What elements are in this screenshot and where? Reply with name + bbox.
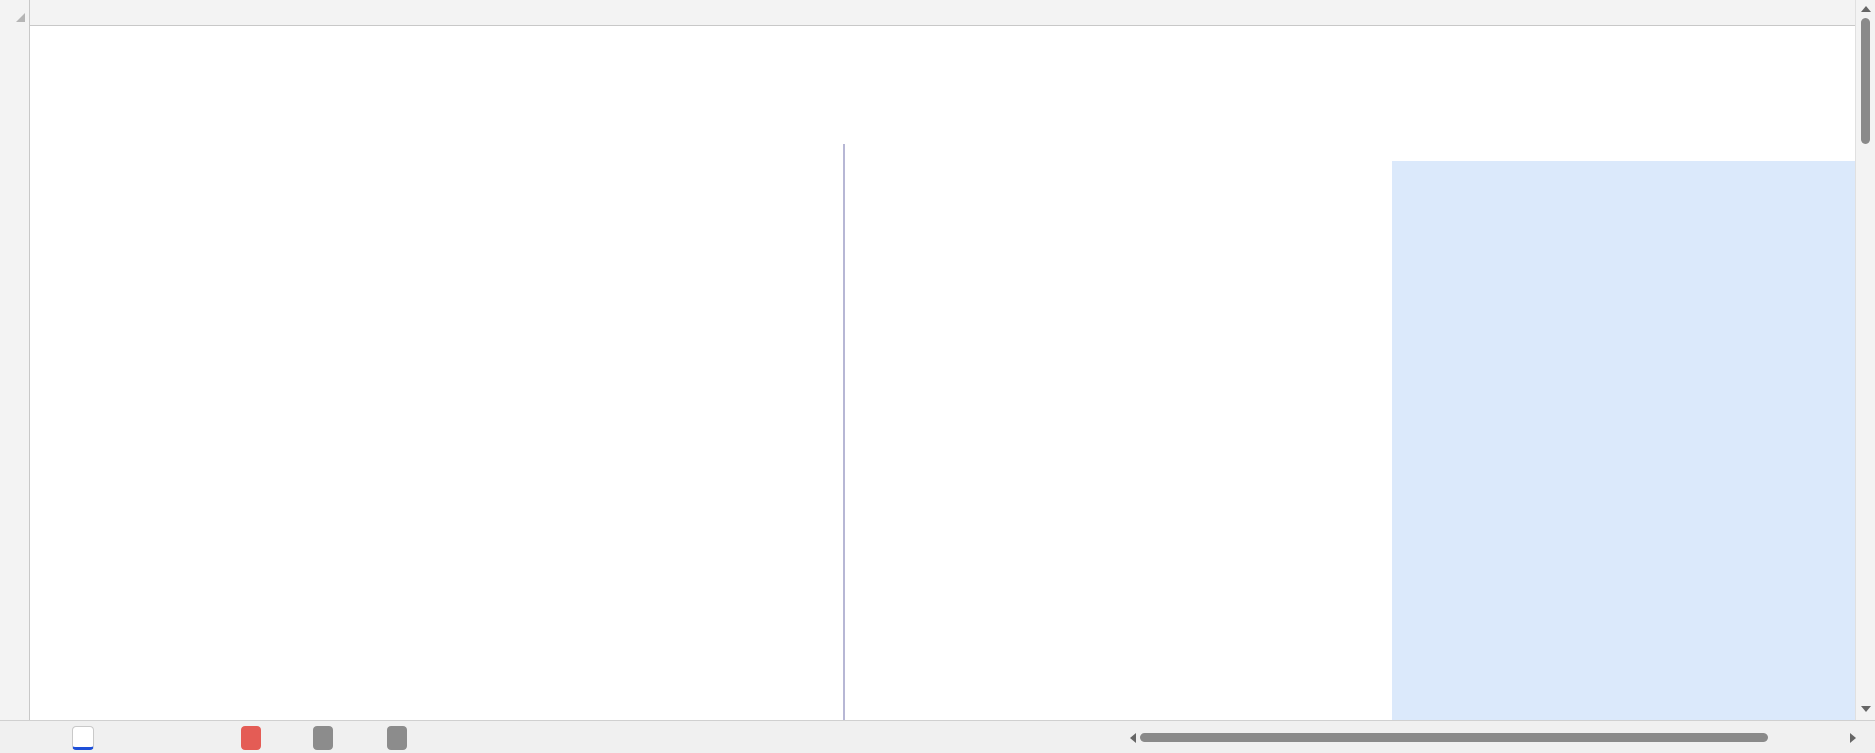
vertical-scrollbar[interactable] bbox=[1855, 0, 1875, 720]
tab-control[interactable] bbox=[241, 726, 261, 750]
tab-balance-sheet-forecast[interactable] bbox=[72, 726, 94, 750]
row-number-gutter bbox=[0, 26, 30, 720]
tab-information[interactable] bbox=[387, 726, 407, 750]
budget-columns-highlight bbox=[1392, 161, 1856, 720]
freeze-pane-divider bbox=[843, 144, 845, 720]
vertical-scroll-thumb[interactable] bbox=[1861, 18, 1870, 144]
scroll-down-arrow-icon[interactable] bbox=[1861, 706, 1871, 712]
tab-options[interactable] bbox=[313, 726, 333, 750]
plus-icon[interactable] bbox=[520, 725, 528, 749]
column-header-bar bbox=[0, 0, 1875, 26]
horizontal-scroll-thumb[interactable] bbox=[1140, 733, 1768, 742]
select-all-corner[interactable] bbox=[0, 0, 30, 26]
scroll-right-arrow-icon[interactable] bbox=[1850, 733, 1856, 743]
scroll-left-arrow-icon[interactable] bbox=[1130, 733, 1136, 743]
scroll-up-arrow-icon[interactable] bbox=[1861, 6, 1871, 12]
